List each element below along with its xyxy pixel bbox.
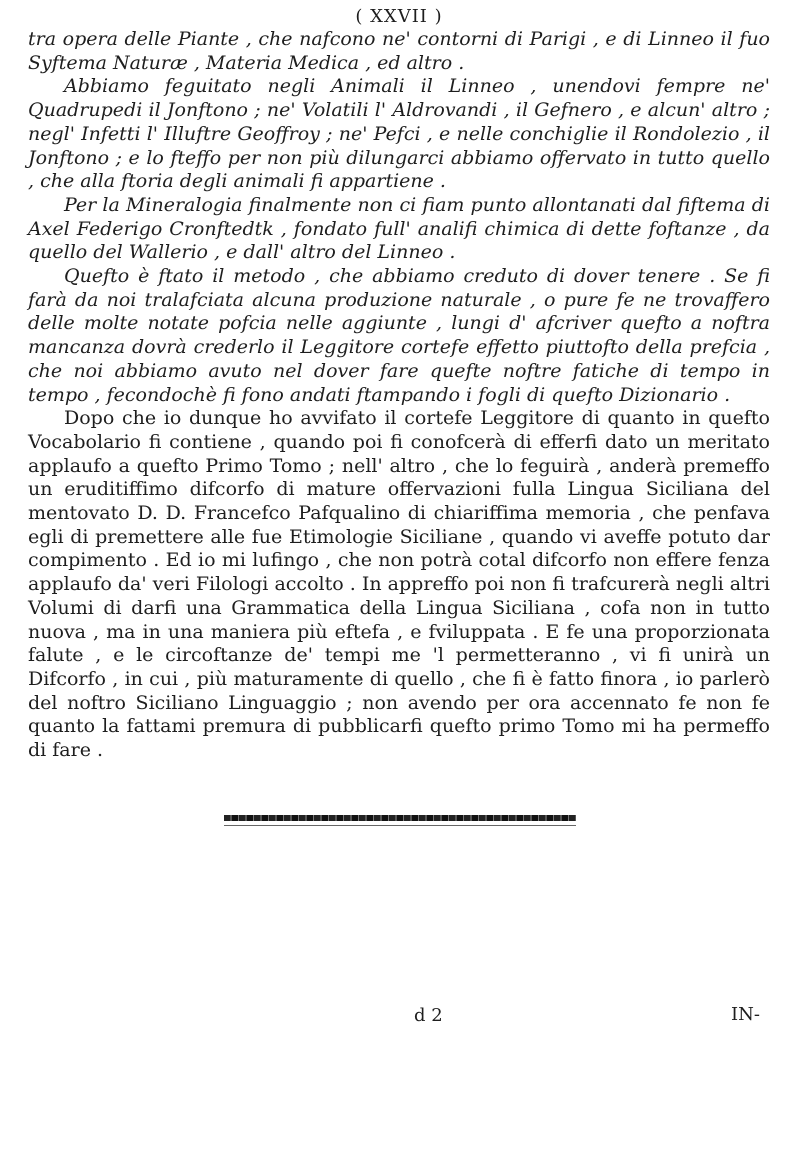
paragraph-animals-sources: Abbiamo feguitato negli Animali il Linneo , unendovi fempre ne' Quadrupedi il Jonftono ; ne' Volatili l' Aldrovandi , il Gefnero , e alcun' altro ; negl' Infetti l' Illuftre Geoffroy ; ne' Pefci , e nelle conchiglie il Rondolezio , il Jonftono ; e lo fteffo per non più dilungarci abbiamo offervato in tutto quello , che alla ftoria degli animali fi appartiene . [28, 75, 770, 193]
body-text [28, 28, 770, 763]
ornamental-rule [224, 815, 576, 821]
paragraph-future-volumes: Dopo che io dunque ho avvifato il cortefe Leggitore di quanto in quefto Vocabolario fi contiene , quando poi fi conofcerà di efferfi dato un meritato applaufo a quefto Primo Tomo ; nell' altro , che lo feguirà , anderà premeffo un eruditiffimo difcorfo di mature offervazioni fulla Lingua Siciliana del mentovato D. D. Francefco Pafqualino di chiariffima memoria , che penfava egli di premettere alle fue Etimologie Siciliane , quando vi aveffe potuto dar compimento . Ed io mi lufingo , che non potrà cotal difcorfo non effere fenza applaufo da' veri Filologi accolto . In appreffo poi non fi trafcurerà negli altri Volumi di darfi una Grammatica della Lingua Siciliana , cofa non in tutto nuova , ma in una maniera più eftefa , e fviluppata . E fe una proporzionata falute , e le circoftanze de' tempi me 'l permetteranno , vi fi unirà un Difcorfo , in cui , più maturamente di quello , che fi è fatto finora , io parlerò del noftro Siciliano Linguaggio ; non avendo per ora accennato fe non fe quanto la fattami premura di pubblicarfi quefto primo Tomo mi ha permeffo di fare . [28, 407, 770, 762]
book-page [28, 0, 770, 1164]
page-header: ( XXVII ) [355, 6, 443, 27]
ornamental-rule-underline [224, 825, 576, 826]
catchword: IN- [731, 1004, 760, 1025]
paragraph-plants-sources: tra opera delle Piante , che nafcono ne' contorni di Parigi , e di Linneo il fuo Syftema Naturæ , Materia Medica , ed altro . [28, 28, 770, 74]
paragraph-mineralogy-sources: Per la Mineralogia finalmente non ci fiam punto allontanati dal fiftema di Axel Federigo Cronftedtk , fondato full' analifi chimica di dette foftanze , da quello del Wallerio , e dall' altro del Linneo . [28, 193, 770, 264]
signature-mark: d 2 [414, 1005, 443, 1026]
paragraph-method: Quefto è ftato il metodo , che abbiamo creduto di dover tenere . Se fi farà da noi tralafciata alcuna produzione naturale , o pure fe ne trovaffero delle molte notate pofcia nelle aggiunte , lungi d' afcriver quefto a noftra mancanza dovrà crederlo il Leggitore cortefe effetto piuttofto della prefcia , che noi abbiamo avuto nel dover fare quefte noftre fatiche di tempo in tempo , fecondochè fi fono andati ftampando i fogli di quefto Dizionario . [28, 265, 770, 406]
